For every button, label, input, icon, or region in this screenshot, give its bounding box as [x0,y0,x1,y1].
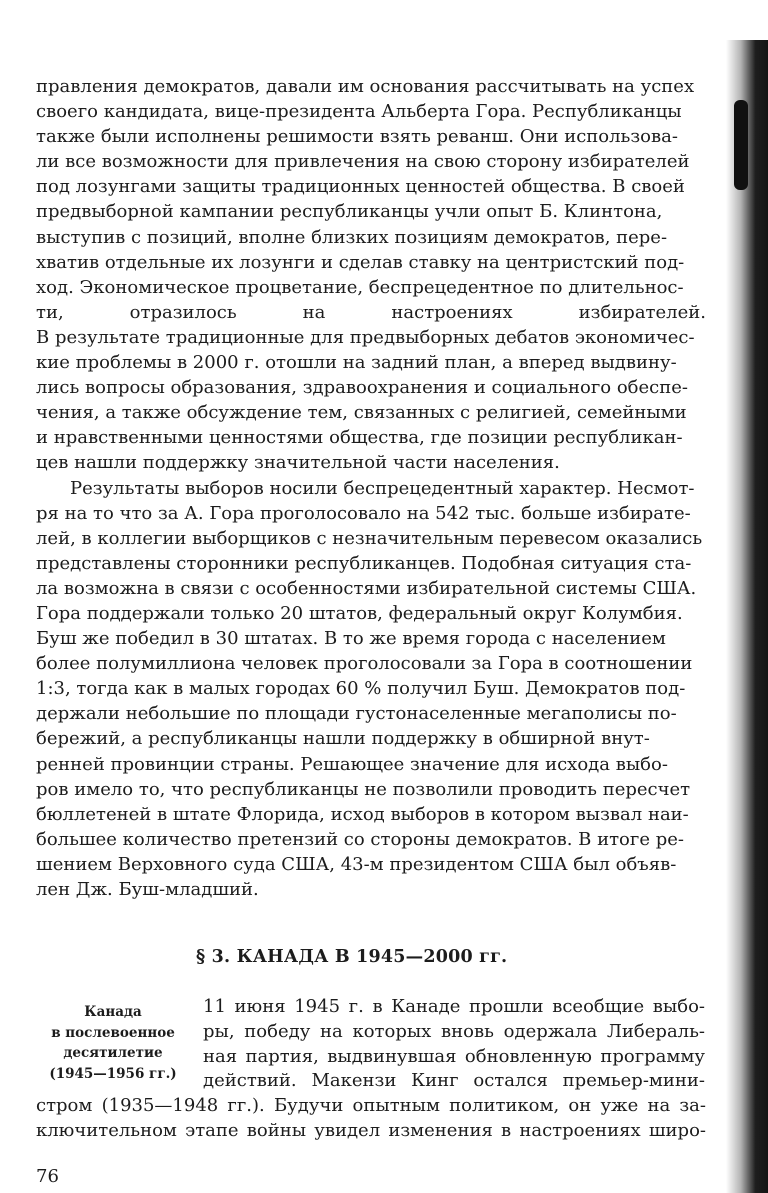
page-number: 76 [36,1166,59,1187]
text-line: хватив отдельные их лозунги и сделав ставку на центристский под- [36,251,685,273]
text-line: действий. Макензи Кинг остался премьер-мини- [203,1070,705,1092]
paragraph-first-line: Результаты выборов носили беспрецедентный характер. Несмот- [70,477,695,499]
text-line: бережий, а республиканцы нашли поддержку в обширной внут- [36,728,650,750]
text-line: стром (1935—1948 гг.). Будучи опытным политиком, он уже на за- [36,1095,706,1116]
text-line: чения, а также обсуждение тем, связанных с религией, семейными [36,402,687,424]
word: отразилось [129,301,237,323]
body-text [36,74,706,902]
text-line: ли все возможности для привлечения на свою сторону избирателей [36,151,690,173]
text-line: ла возможна в связи с особенностями избирательной системы США. [36,577,697,599]
scan-shadow-spot [734,100,748,190]
text-line: правления демократов, давали им основания рассчитывать на успех [36,76,695,97]
text-line: 11 июня 1945 г. в Канаде прошли всеобщие выбо- [203,996,705,1017]
section-heading: § 3. КАНАДА В 1945—2000 гг. [196,947,508,967]
word: настроениях [391,301,513,323]
text-line: В результате традиционные для предвыборных дебатов экономичес- [36,326,695,348]
word: ти, [36,301,64,323]
word: на [302,301,326,323]
text-line: ключительном этапе войны увидел изменения в настроениях широ- [36,1119,706,1141]
word: избирателей. [578,301,706,323]
margin-note-line: десятилетие [63,1045,163,1061]
text-line: ря на то что за А. Гора проголосовало на 542 тыс. больше избирате- [36,502,691,524]
text-line: ров имело то, что республиканцы не позволили проводить пересчет [36,778,691,800]
text-line: цев нашли поддержку значительной части населения. [36,452,560,474]
text-line: под лозунгами защиты традиционных ценностей общества. В своей [36,176,685,198]
text-line: Буш же победил в 30 штатах. В то же время города с населением [36,628,666,650]
margin-note-line: в послевоенное [51,1024,175,1041]
text-line: лись вопросы образования, здравоохранения и социального обеспе- [36,377,688,399]
text-line: лен Дж. Буш-младший. [36,879,259,900]
text-line: своего кандидата, вице-президента Альберта Гора. Республиканцы [36,101,682,123]
section-body-column [203,995,705,1094]
text-line: 1:3, тогда как в малых городах 60 % получил Буш. Демократов под- [36,678,686,700]
text-line: Гора поддержали только 20 штатов, федеральный округ Колумбия. [36,602,683,624]
text-line: ная партия, выдвинувшая обновленную программу [203,1045,705,1067]
margin-note [36,1002,190,1084]
margin-note-line: Канада [84,1004,142,1020]
margin-note-line: (1945—1956 гг.) [49,1065,177,1082]
text-line: более полумиллиона человек проголосовали за Гора в соотношении [36,653,693,675]
section-body-full [36,1094,706,1144]
text-line: выступив с позиций, вполне близких позициям демократов, пере- [36,226,668,248]
text-line: и нравственными ценностями общества, где позиции республикан- [36,427,683,449]
text-line: лей, в коллегии выборщиков с незначительным перевесом оказались [36,527,703,549]
text-line: бюллетеней в штате Флорида, исход выборов в котором вызвал наи- [36,803,689,825]
scan-shadow-edge [726,40,768,1193]
text-line: кие проблемы в 2000 г. отошли на задний план, а вперед выдвину- [36,352,677,374]
text-line: ры, победу на которых вновь одержала Либераль- [203,1020,705,1042]
text-line: ход. Экономическое процветание, беспрецедентное по длительнос- [36,276,684,298]
text-line: большее количество претензий со стороны демократов. В итоге ре- [36,828,684,850]
text-line: представлены сторонники республиканцев. Подобная ситуация ста- [36,552,692,574]
text-line: держали небольшие по площади густонаселенные мегаполисы по- [36,703,677,725]
text-line: также были исполнены решимости взять реванш. Они использова- [36,126,678,148]
text-line: ренней провинции страны. Решающее значение для исхода выбо- [36,753,668,775]
spaced-text-line [36,300,706,325]
text-line: шением Верховного суда США, 43-м президентом США был объяв- [36,853,677,875]
text-line: предвыборной кампании республиканцы учли опыт Б. Клинтона, [36,201,663,223]
